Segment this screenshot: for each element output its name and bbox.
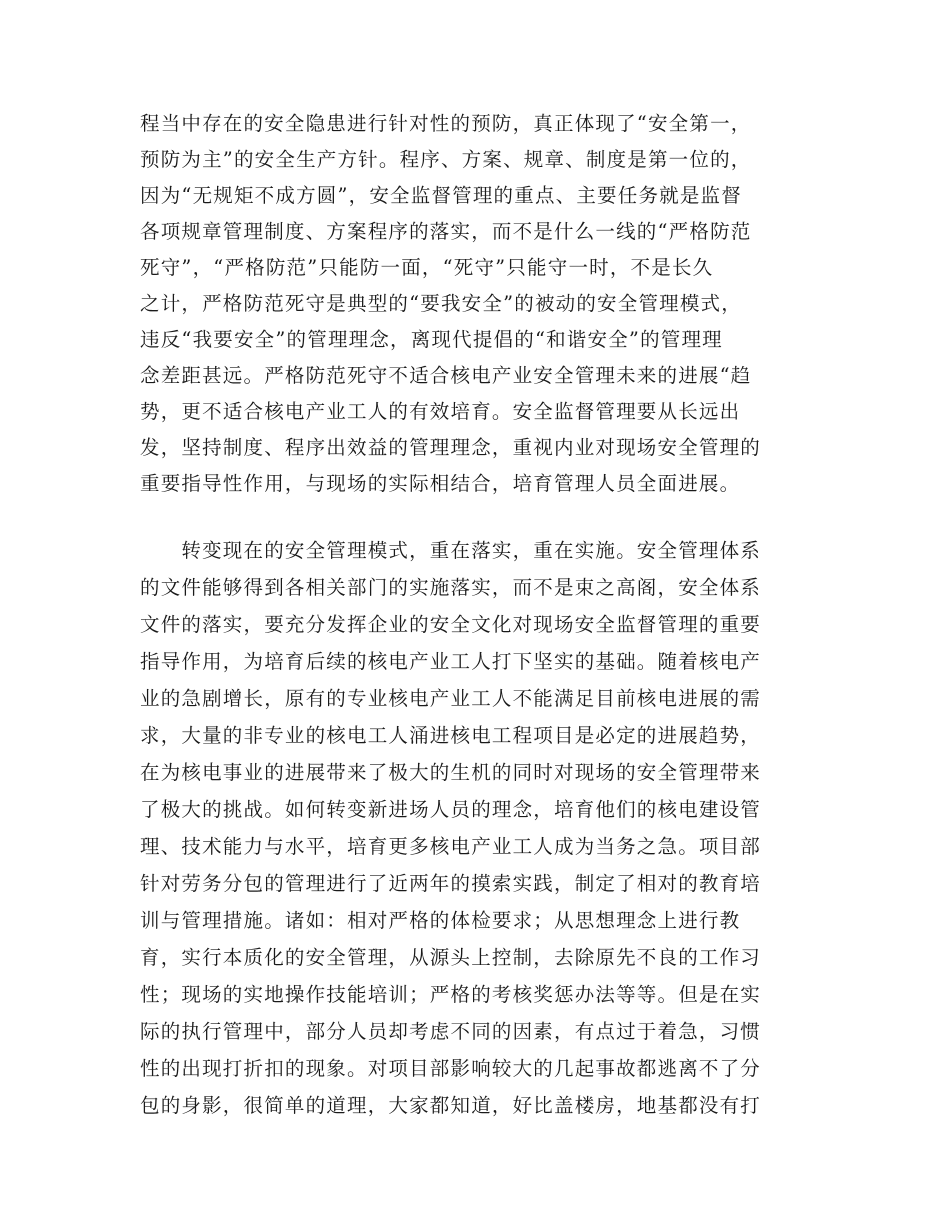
paragraph-line: 重要指导性作用，与现场的实际相结合，培育管理人员全面进展。 bbox=[140, 472, 741, 495]
paragraph-line: 念差距甚远。严格防范死守不适合核电产业安全管理未来的进展“趋 bbox=[140, 364, 752, 387]
paragraph-line: 预防为主”的安全生产方针。程序、方案、规章、制度是第一位的， bbox=[140, 148, 752, 171]
paragraph-line: 各项规章管理制度、方案程序的落实，而不是什么一线的“严格防范 bbox=[140, 220, 752, 243]
paragraph-line: 之计，严格防范死守是典型的“要我安全”的被动的安全管理模式， bbox=[140, 292, 742, 315]
paragraph-line: 训与管理措施。诸如：相对严格的体检要求；从思想理念上进行教 bbox=[140, 909, 741, 932]
paragraph-line: 文件的落实，要充分发挥企业的安全文化对现场安全监督管理的重要 bbox=[140, 613, 762, 636]
paragraph-line: 际的执行管理中，部分人员却考虑不同的因素，有点过于着急，习惯 bbox=[140, 1020, 762, 1043]
paragraph-line: 发，坚持制度、程序出效益的管理理念，重视内业对现场安全管理的 bbox=[140, 436, 762, 459]
paragraph-line: 势，更不适合核电产业工人的有效培育。安全监督管理要从长远出 bbox=[140, 400, 741, 423]
paragraph-line: 的文件能够得到各相关部门的实施落实，而不是束之高阁，安全体系 bbox=[140, 576, 762, 599]
paragraph-line: 求，大量的非专业的核电工人涌进核电工程项目是必定的进展趋势， bbox=[140, 724, 762, 747]
paragraph-line: 育，实行本质化的安全管理，从源头上控制，去除原先不良的工作习 bbox=[140, 946, 762, 969]
paragraph-line: 性的出现打折扣的现象。对项目部影响较大的几起事故都逃离不了分 bbox=[140, 1057, 762, 1080]
paragraph-line: 指导作用，为培育后续的核电产业工人打下坚实的基础。随着核电产 bbox=[140, 650, 762, 673]
paragraph-line: 转变现在的安全管理模式，重在落实，重在实施。安全管理体系 bbox=[140, 539, 762, 562]
paragraph-line: 在为核电事业的进展带来了极大的生机的同时对现场的安全管理带来 bbox=[140, 761, 762, 784]
paragraph-line: 违反“我要安全”的管理理念，离现代提倡的“和谐安全”的管理理 bbox=[140, 328, 723, 351]
paragraph-line: 性；现场的实地操作技能培训；严格的考核奖惩办法等等。但是在实 bbox=[140, 983, 762, 1006]
paragraph-line: 包的身影，很简单的道理，大家都知道，好比盖楼房，地基都没有打 bbox=[140, 1094, 762, 1117]
paragraph-line: 针对劳务分包的管理进行了近两年的摸索实践，制定了相对的教育培 bbox=[140, 872, 762, 895]
paragraph-line: 因为“无规矩不成方圆”，安全监督管理的重点、主要任务就是监督 bbox=[140, 184, 742, 207]
paragraph-line: 理、技术能力与水平，培育更多核电产业工人成为当务之急。项目部 bbox=[140, 835, 762, 858]
paragraph-line: 了极大的挑战。如何转变新进场人员的理念，培育他们的核电建设管 bbox=[140, 798, 762, 821]
paragraph-line: 业的急剧增长，原有的专业核电产业工人不能满足目前核电进展的需 bbox=[140, 687, 762, 710]
paragraph-line: 程当中存在的安全隐患进行针对性的预防，真正体现了“安全第一， bbox=[140, 112, 752, 135]
paragraph-line: 死守”，“严格防范”只能防一面，“死守”只能守一时，不是长久 bbox=[140, 256, 714, 279]
